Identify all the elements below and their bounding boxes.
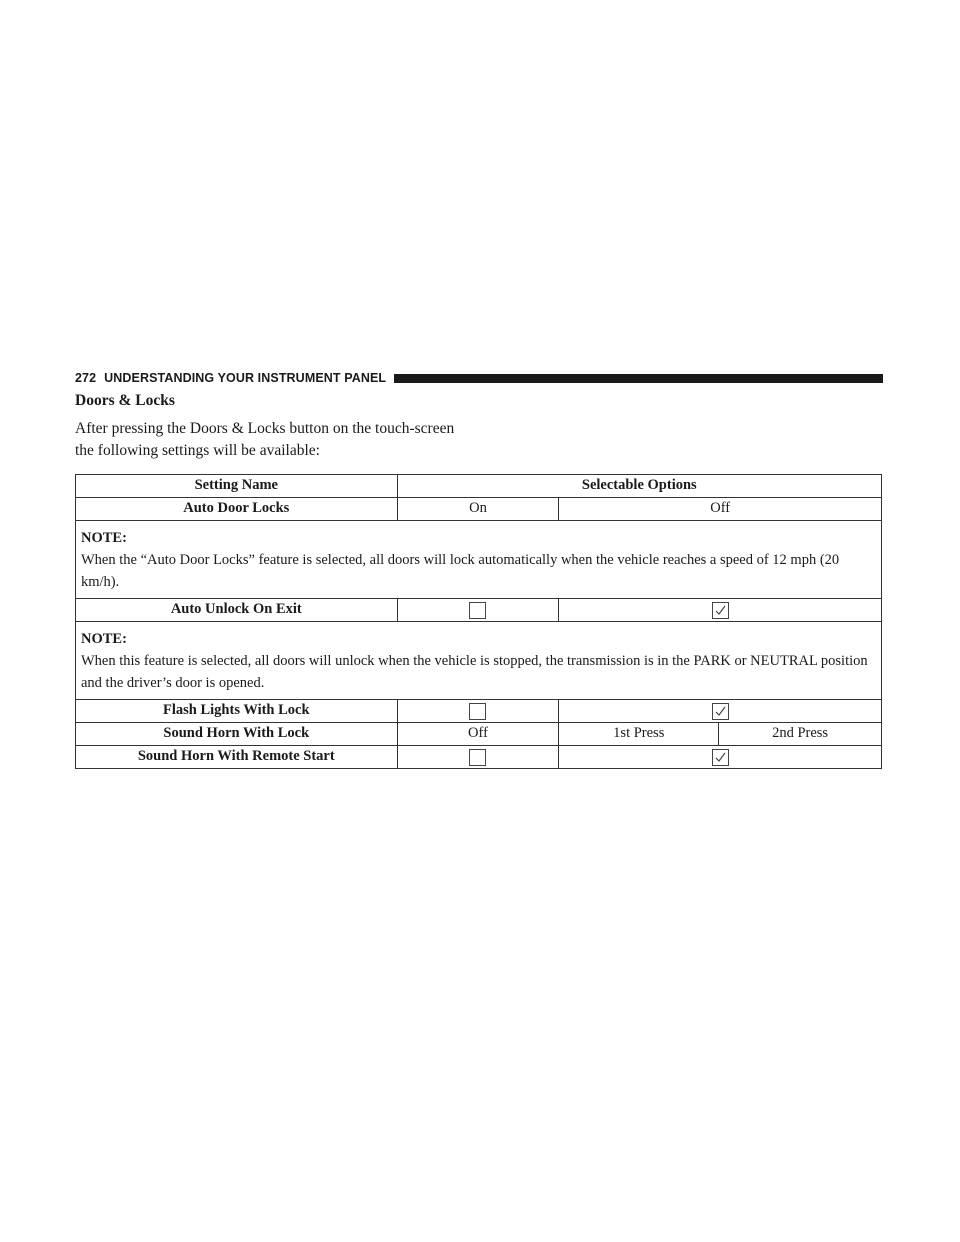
note-text: When this feature is selected, all doors will unlock when the vehicle is stopped, the transmission is in the PARK or NEUTRAL position and the driver’s door is opened. [81, 653, 868, 691]
option-on: On [397, 498, 559, 521]
checkbox-checked-icon [712, 703, 729, 720]
note-row [76, 622, 882, 700]
page-header [75, 368, 883, 388]
note-label: NOTE: [81, 631, 127, 647]
intro-paragraph: After pressing the Doors & Locks button on the touch-screen the following settings will be available: [75, 420, 455, 459]
checkbox-checked-icon [712, 602, 729, 619]
option-checked [559, 700, 882, 723]
table-row [76, 700, 882, 723]
option-2nd-press: 2nd Press [719, 723, 882, 746]
section-heading: Doors & Locks [75, 392, 175, 409]
setting-name: Flash Lights With Lock [76, 700, 398, 723]
option-checked [559, 599, 882, 622]
table-row [76, 599, 882, 622]
note-cell [76, 622, 882, 700]
option-unchecked [397, 599, 559, 622]
setting-name: Auto Unlock On Exit [76, 599, 398, 622]
setting-name: Sound Horn With Remote Start [76, 746, 398, 769]
checkbox-empty-icon [469, 602, 486, 619]
page-number: 272 [75, 371, 97, 385]
table-row [76, 723, 882, 746]
section-title: UNDERSTANDING YOUR INSTRUMENT PANEL [104, 371, 387, 385]
header-rule [394, 374, 883, 383]
option-unchecked [397, 700, 559, 723]
option-checked [559, 746, 882, 769]
table-row [76, 746, 882, 769]
note-row [76, 521, 882, 599]
note-label: NOTE: [81, 530, 127, 546]
col-header-options: Selectable Options [397, 475, 881, 498]
table-header-row [76, 475, 882, 498]
option-unchecked [397, 746, 559, 769]
option-1st-press: 1st Press [559, 723, 719, 746]
setting-name: Auto Door Locks [76, 498, 398, 521]
col-header-setting: Setting Name [76, 475, 398, 498]
option-off: Off [397, 723, 559, 746]
checkbox-checked-icon [712, 749, 729, 766]
checkbox-empty-icon [469, 703, 486, 720]
setting-name: Sound Horn With Lock [76, 723, 398, 746]
note-cell [76, 521, 882, 599]
note-text: When the “Auto Door Locks” feature is selected, all doors will lock automatically when the vehicle reaches a speed of 12 mph (20 km/h). [81, 552, 840, 590]
checkbox-empty-icon [469, 749, 486, 766]
option-off: Off [559, 498, 882, 521]
table-row [76, 498, 882, 521]
settings-table [75, 474, 882, 769]
